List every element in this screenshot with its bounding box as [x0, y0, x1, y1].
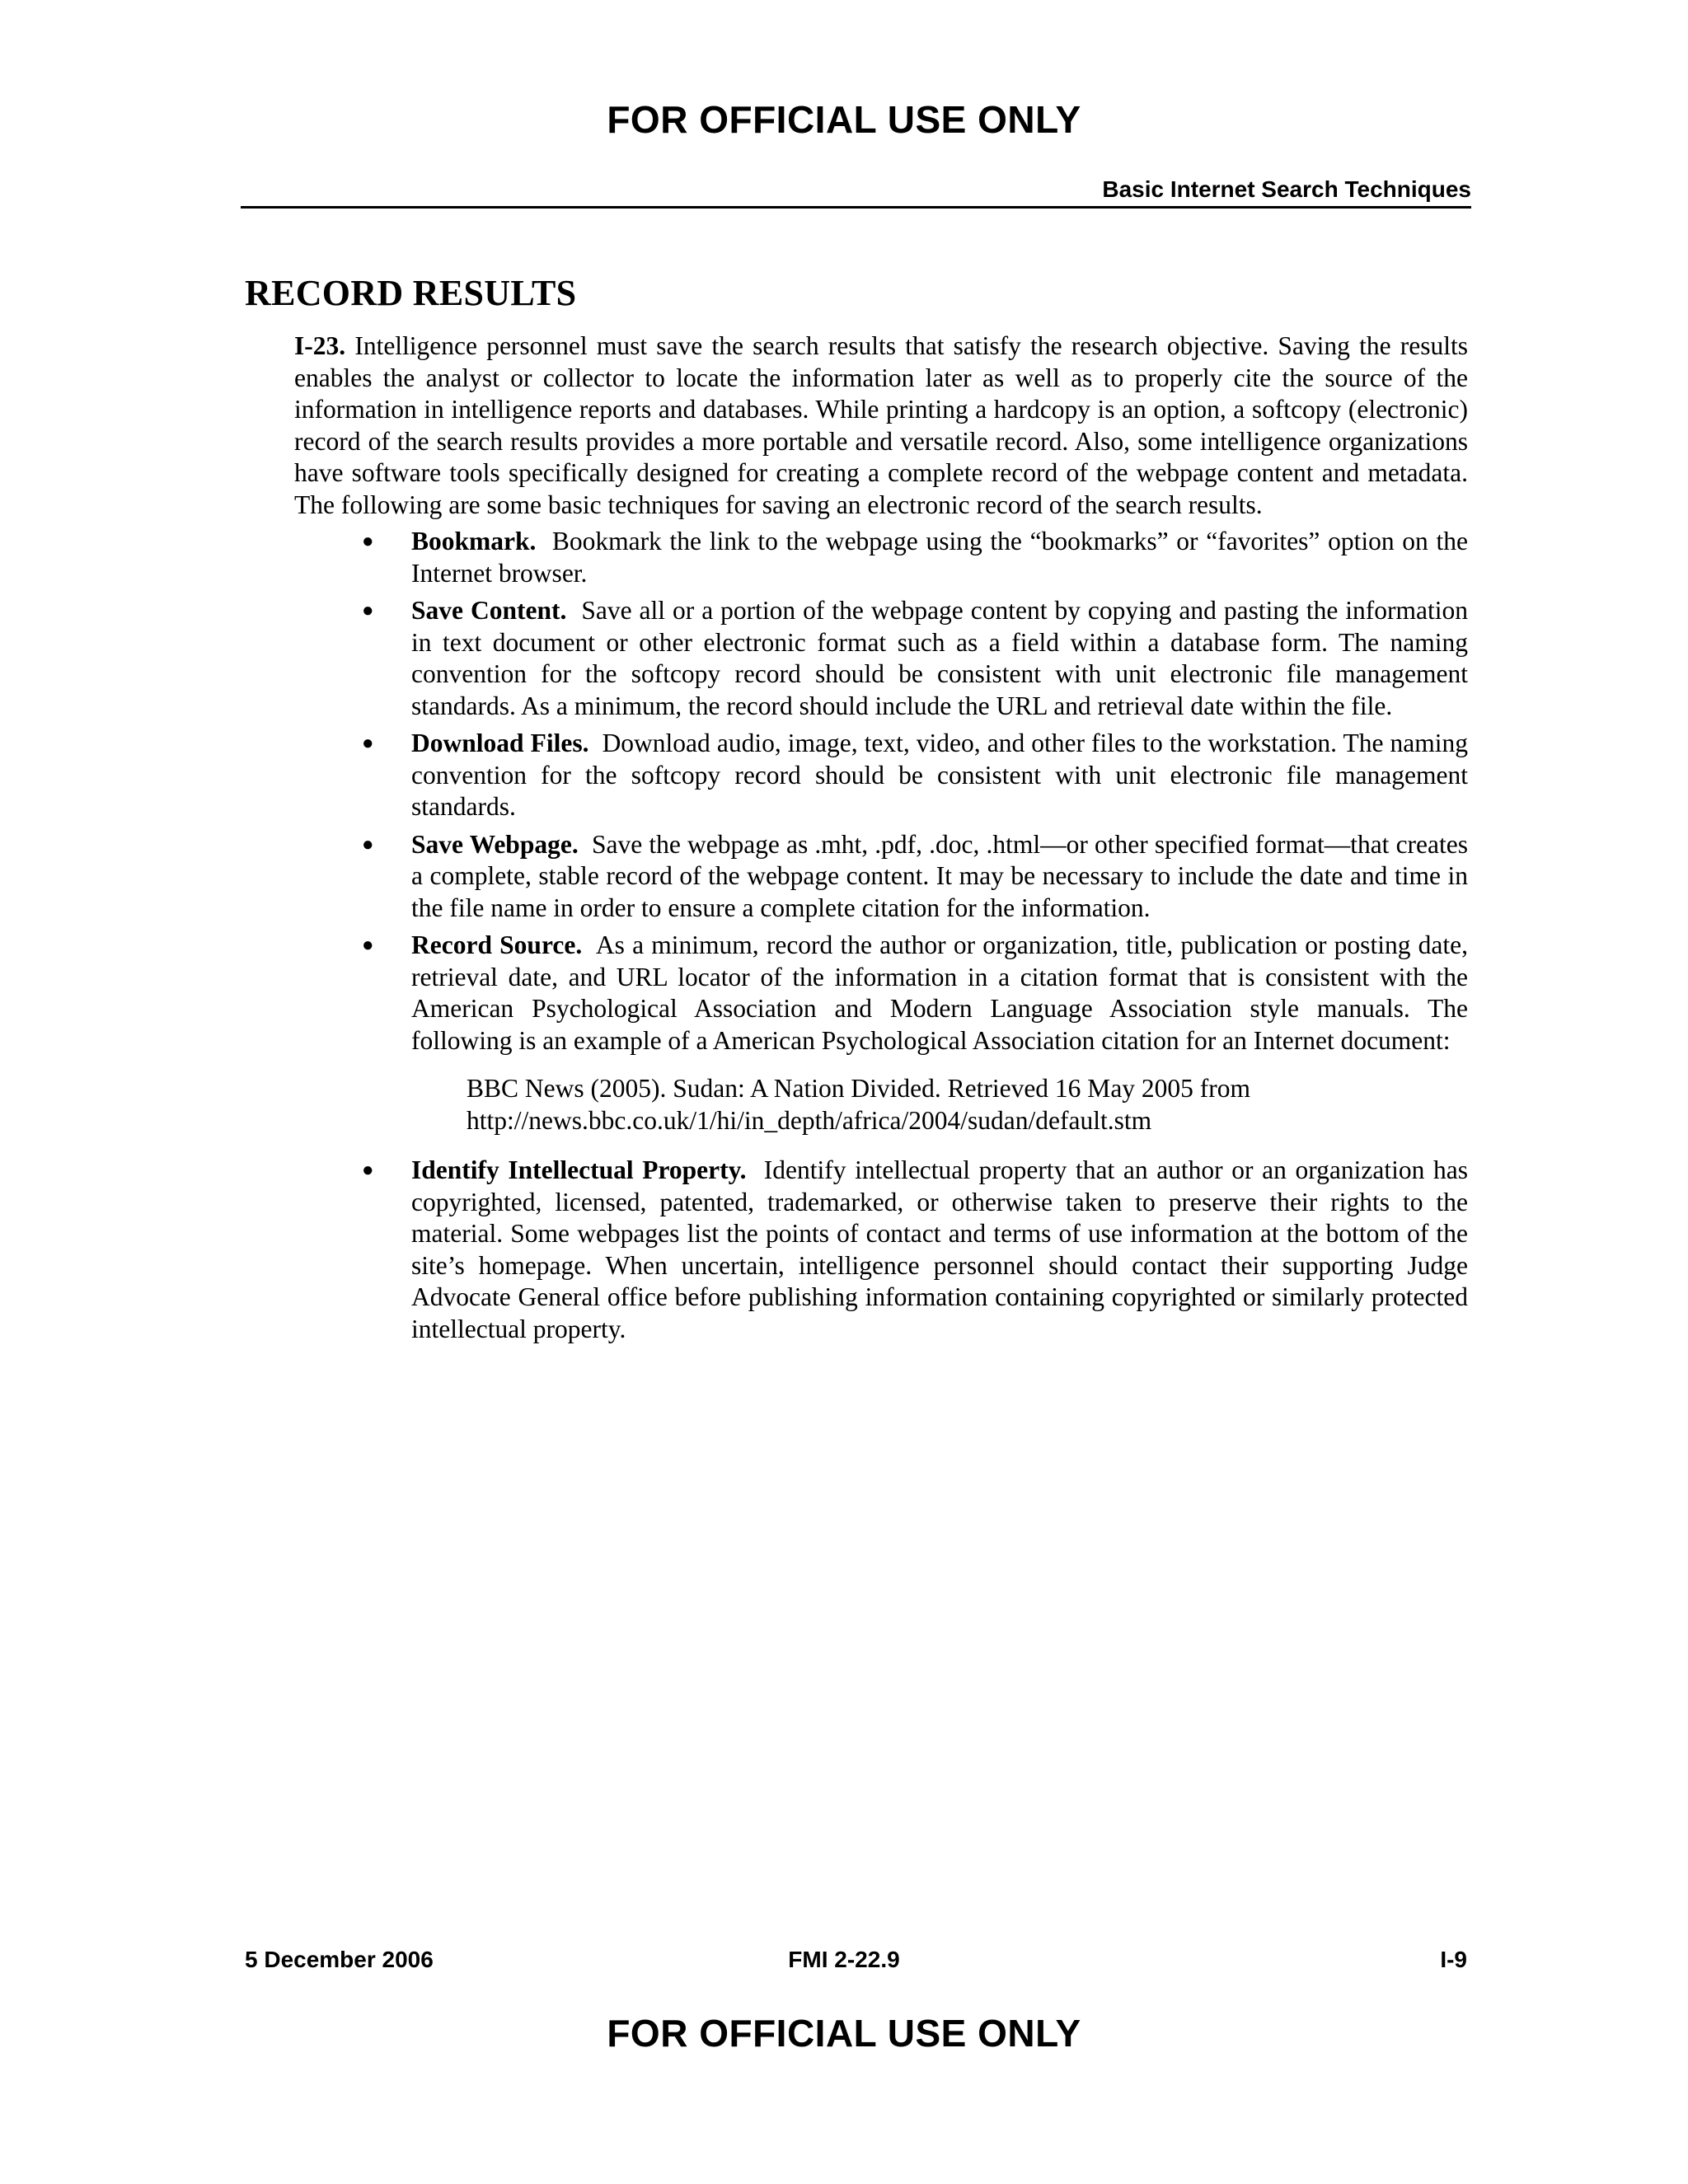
footer-date: 5 December 2006: [245, 1947, 434, 1972]
list-item-lead: Save Webpage.: [411, 829, 579, 859]
list-item-lead: Download Files.: [411, 729, 589, 757]
list-item-download-files: [294, 728, 1468, 823]
footer-page-number: I-9: [1440, 1947, 1467, 1972]
list-item-text: Save all or a portion of the webpage content by copying and pasting the information in text document or other electronic format such as a field within a database form. The naming convention for the softcopy record should be consistent with unit electronic file management standards. As a minimum, the record should include the URL and retrieval date within the file.: [411, 596, 1469, 720]
list-item-lead: Record Source.: [411, 930, 583, 959]
paragraph-text: Intelligence personnel must save the search results that satisfy the research objective. Saving the results enables the analyst or collector to locate the information later as well as to properly cite the source of the information in intelligence reports and databases. While printing a hardcopy is an option, a softcopy (electronic) record of the search results provides a more portable and versatile record. Also, some intelligence organizations have software tools specifically designed for creating a complete record of the webpage content and metadata. The following are some basic techniques for saving an electronic record of the search results.: [294, 331, 1468, 519]
classification-banner-top: FOR OFFICIAL USE ONLY: [607, 98, 1081, 141]
paragraph-i-23: [294, 330, 1468, 521]
section-title: RECORD RESULTS: [245, 273, 577, 313]
bullet-icon: ●: [362, 531, 374, 552]
bullet-icon: ●: [362, 600, 374, 621]
list-item-text: Save the webpage as .mht, .pdf, .doc, .html—or other specified format—that creates a complete, stable record of the webpage content. It may be necessary to include the date and time in the file name in order to ensure a complete citation for the information.: [411, 829, 1468, 922]
running-head: Basic Internet Search Techniques: [1102, 176, 1471, 202]
footer-document-number: FMI 2-22.9: [788, 1947, 900, 1972]
list-item-identify-intellectual-property: [294, 1155, 1468, 1345]
citation-line: BBC News (2005). Sudan: A Nation Divided. Retrieved 16 May 2005 from: [467, 1074, 1251, 1103]
list-item-record-source: [294, 930, 1468, 1057]
list-item-save-content: [294, 595, 1468, 722]
section-body: [294, 330, 1468, 1351]
bullet-icon: ●: [362, 733, 374, 754]
bullet-icon: ●: [362, 935, 374, 956]
classification-banner-bottom: FOR OFFICIAL USE ONLY: [607, 2012, 1081, 2055]
citation-example: [467, 1073, 1468, 1137]
list-item-save-webpage: [294, 829, 1468, 925]
list-item-lead: Identify Intellectual Property.: [411, 1155, 747, 1184]
list-item-text: Identify intellectual property that an author or an organization has copyrighted, licensed, patented, trademarked, or otherwise taken to preserve their rights to the material. Some webpages list the points of contact and terms of use information at the bottom of the site’s homepage. When uncertain, intelligence personnel should contact their supporting Judge Advocate General office before publishing information containing copyrighted or similarly protected intellectual property.: [411, 1155, 1468, 1343]
bullet-icon: ●: [362, 833, 374, 855]
technique-list-continued: [294, 1155, 1468, 1345]
list-item-text: Download audio, image, text, video, and other files to the workstation. The naming convention for the softcopy record should be consistent with unit electronic file management standards.: [411, 729, 1468, 821]
list-item-lead: Bookmark.: [411, 527, 537, 555]
list-item-bookmark: [294, 526, 1468, 589]
technique-list: [294, 526, 1468, 1057]
bullet-icon: ●: [362, 1160, 374, 1181]
list-item-text: Bookmark the link to the webpage using the “bookmarks” or “favorites” option on the Internet browser.: [411, 527, 1468, 588]
list-item-lead: Save Content.: [411, 596, 567, 625]
citation-url: http://news.bbc.co.uk/1/hi/in_depth/africa/2004/sudan/default.stm: [467, 1105, 1152, 1135]
list-item-text: As a minimum, record the author or organization, title, publication or posting date, retrieval date, and URL locator of the information in a citation format that is consistent with the American Psychological Association and Modern Language Association style manuals. The following is an example of a American Psychological Association citation for an Internet document:: [411, 930, 1468, 1055]
header-rule: [241, 206, 1471, 209]
paragraph-number: I-23.: [294, 331, 346, 360]
